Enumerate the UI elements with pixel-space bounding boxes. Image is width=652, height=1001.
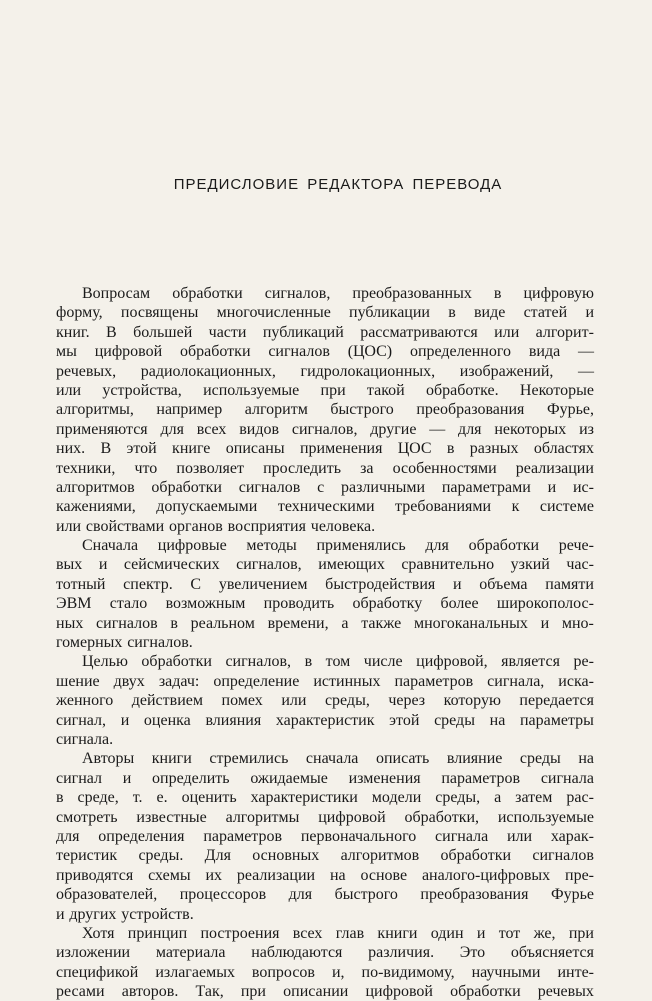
text-line: техники, что позволяет проследить за особенностями реализации (56, 459, 594, 477)
text-line: ЭВМ стало возможным проводить обработку более широкополос- (56, 595, 594, 613)
text-line: кажениями, допускаемыми техническими требованиями к системе (56, 498, 594, 516)
text-line: мы цифровой обработки сигналов (ЦОС) определенного вида — (56, 343, 594, 361)
text-line: тотный спектр. С увеличением быстродействия и объема памяти (56, 575, 594, 593)
text-line: Целью обработки сигналов, в том числе цифровой, является ре- (82, 653, 594, 671)
text-line: книг. В большей части публикаций рассматриваются или алгорит- (56, 323, 594, 341)
text-line: или устройства, используемые при такой обработке. Некоторые (56, 381, 594, 399)
page-title: ПРЕДИСЛОВИЕ РЕДАКТОРА ПЕРЕВОДА (173, 176, 503, 193)
text-line: Хотя принцип построения всех глав книги один и тот же, при (82, 924, 594, 942)
text-line: изложении материала наблюдаются различия. Это объясняется (56, 944, 594, 962)
text-line: алгоритмы, например алгоритм быстрого преобразования Фурье, (56, 401, 594, 419)
text-line: Сначала цифровые методы применялись для обработки рече- (82, 537, 594, 555)
text-line: сигнала. (56, 730, 114, 748)
text-line: сигнал и определить ожидаемые изменения параметров сигнала (56, 769, 594, 787)
text-line: для определения параметров первоначального сигнала или харак- (56, 827, 594, 845)
text-line: речевых, радиолокационных, гидролокационных, изображений, — (56, 362, 594, 380)
text-line: гомерных сигналов. (56, 634, 193, 652)
text-line: применяются для всех видов сигналов, другие — для некоторых из (56, 420, 594, 438)
text-line: ных сигналов в реальном времени, а также многоканальных и мно- (56, 614, 594, 632)
text-line: или свойствами органов восприятия человека. (56, 517, 376, 535)
text-line: сигнал, и оценка влияния характеристик этой среды на параметры (56, 711, 594, 729)
text-line: них. В этой книге описаны применения ЦОС в разных областях (56, 440, 594, 458)
text-line: образователей, процессоров для быстрого преобразования Фурье (56, 886, 594, 904)
text-line: женного действием помех или среды, через которую передается (56, 692, 594, 710)
text-line: и других устройств. (56, 905, 194, 923)
text-line: Вопросам обработки сигналов, преобразованных в цифровую (82, 285, 594, 302)
text-line: приводятся схемы их реализации на основе аналого-цифровых пре- (56, 866, 594, 884)
text-line: алгоритмов обработки сигналов с различными параметрами и ис- (56, 478, 594, 496)
text-line: ресами авторов. Так, при описании цифровой обработки речевых (56, 983, 594, 1001)
text-line: спецификой излагаемых вопросов и, по-видимому, научными инте- (56, 963, 594, 981)
text-line: шение двух задач: определение истинных параметров сигнала, иска- (56, 672, 594, 690)
text-line: в среде, т. е. оценить характеристики модели среды, а затем рас- (56, 789, 594, 807)
body-text (56, 284, 594, 1001)
text-line: вых и сейсмических сигналов, имеющих сравнительно узкий час- (56, 556, 594, 574)
text-line: форму, посвящены многочисленные публикации в виде статей и (56, 304, 594, 322)
text-line: смотреть известные алгоритмы цифровой обработки, используемые (56, 808, 594, 826)
text-line: теристик среды. Для основных алгоритмов обработки сигналов (56, 847, 594, 865)
text-line: Авторы книги стремились сначала описать влияние среды на (82, 750, 594, 768)
